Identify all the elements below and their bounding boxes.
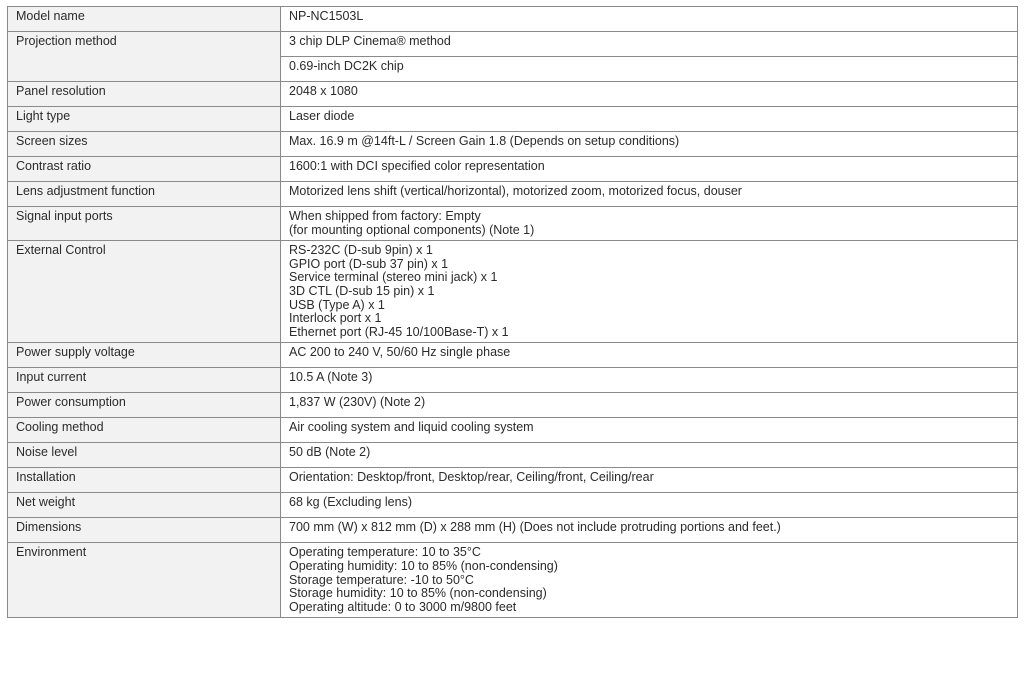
spec-value-line: Laser diode [289, 109, 355, 123]
spec-value-line: Interlock port x 1 [289, 311, 382, 326]
spec-value [281, 343, 1018, 368]
spec-value-line: Motorized lens shift (vertical/horizontal), motorized zoom, motorized focus, douser [289, 184, 742, 198]
spec-row-projection-method [8, 32, 1018, 57]
spec-value [281, 57, 1018, 82]
spec-value-line: GPIO port (D-sub 37 pin) x 1 [289, 256, 449, 271]
spec-label: Cooling method [8, 418, 281, 443]
spec-row-screen-sizes [8, 132, 1018, 157]
spec-label: Model name [8, 7, 281, 32]
spec-value-line: Storage temperature: -10 to 50°C [289, 572, 474, 587]
spec-value-line: 1,837 W (230V) (Note 2) [289, 395, 426, 410]
spec-row-power-supply-voltage [8, 343, 1018, 368]
spec-value [281, 368, 1018, 393]
spec-value [281, 132, 1018, 157]
spec-row-installation [8, 468, 1018, 493]
spec-label: Projection method [8, 32, 281, 82]
spec-row-model-name [8, 7, 1018, 32]
spec-value [281, 468, 1018, 493]
spec-row-panel-resolution [8, 82, 1018, 107]
spec-value [281, 207, 1018, 241]
spec-value-line: USB (Type A) x 1 [289, 297, 385, 312]
spec-value-line: 2048 x 1080 [289, 84, 358, 98]
spec-value-line: Operating humidity: 10 to 85% (non-condensing) [289, 558, 558, 573]
spec-label: Light type [8, 107, 281, 132]
spec-value-line: Air cooling system and liquid cooling system [289, 420, 534, 435]
spec-label: Lens adjustment function [8, 182, 281, 207]
spec-label: Installation [8, 468, 281, 493]
spec-value-line: 50 dB (Note 2) [289, 445, 371, 460]
spec-value-line: 700 mm (W) x 812 mm (D) x 288 mm (H) (Does not include protruding portions and feet.) [289, 520, 781, 535]
spec-row-noise-level [8, 443, 1018, 468]
spec-row-cooling-method [8, 418, 1018, 443]
spec-label: External Control [8, 241, 281, 343]
spec-value-line: NP-NC1503L [289, 9, 364, 23]
spec-table-body [8, 7, 1018, 618]
spec-row-power-consumption [8, 393, 1018, 418]
spec-value [281, 543, 1018, 618]
spec-value-line: Max. 16.9 m @14ft-L / Screen Gain 1.8 (Depends on setup conditions) [289, 134, 680, 148]
spec-value-line: Operating altitude: 0 to 3000 m/9800 feet [289, 599, 517, 614]
spec-row-net-weight [8, 493, 1018, 518]
spec-label: Noise level [8, 443, 281, 468]
spec-value-line: 68 kg (Excluding lens) [289, 495, 412, 510]
spec-label: Dimensions [8, 518, 281, 543]
spec-row-light-type [8, 107, 1018, 132]
spec-value-line: 3 chip DLP Cinema® method [289, 34, 451, 48]
spec-value [281, 182, 1018, 207]
spec-row-lens-adjustment [8, 182, 1018, 207]
spec-value-line: Orientation: Desktop/front, Desktop/rear, Ceiling/front, Ceiling/rear [289, 470, 654, 485]
spec-value [281, 32, 1018, 57]
spec-value [281, 157, 1018, 182]
spec-value-line: 0.69-inch DC2K chip [289, 59, 404, 73]
spec-row-signal-input-ports [8, 207, 1018, 241]
spec-label: Power consumption [8, 393, 281, 418]
spec-table [7, 6, 1018, 618]
spec-value [281, 7, 1018, 32]
spec-row-environment [8, 543, 1018, 618]
spec-value-line: (for mounting optional components) (Note 1) [289, 222, 535, 237]
spec-value-line: Ethernet port (RJ-45 10/100Base-T) x 1 [289, 324, 509, 339]
spec-value-line: 1600:1 with DCI specified color representation [289, 159, 545, 173]
spec-value [281, 82, 1018, 107]
spec-value-line: Service terminal (stereo mini jack) x 1 [289, 270, 498, 285]
spec-label: Panel resolution [8, 82, 281, 107]
spec-label: Environment [8, 543, 281, 618]
spec-value [281, 393, 1018, 418]
spec-value [281, 518, 1018, 543]
spec-value [281, 443, 1018, 468]
spec-label: Screen sizes [8, 132, 281, 157]
spec-value-line: 10.5 A (Note 3) [289, 370, 373, 385]
spec-value-line: When shipped from factory: Empty [289, 209, 481, 223]
spec-value [281, 493, 1018, 518]
spec-value-line: RS-232C (D-sub 9pin) x 1 [289, 243, 433, 258]
spec-row-dimensions [8, 518, 1018, 543]
spec-label: Net weight [8, 493, 281, 518]
spec-value [281, 418, 1018, 443]
spec-value [281, 107, 1018, 132]
spec-row-input-current [8, 368, 1018, 393]
spec-value-line: Storage humidity: 10 to 85% (non-condensing) [289, 586, 547, 601]
spec-value-line: 3D CTL (D-sub 15 pin) x 1 [289, 283, 435, 298]
spec-label: Input current [8, 368, 281, 393]
spec-row-contrast-ratio [8, 157, 1018, 182]
spec-value-line: Operating temperature: 10 to 35°C [289, 545, 481, 560]
spec-label: Contrast ratio [8, 157, 281, 182]
spec-label: Signal input ports [8, 207, 281, 241]
spec-value-line: AC 200 to 240 V, 50/60 Hz single phase [289, 345, 511, 360]
spec-label: Power supply voltage [8, 343, 281, 368]
spec-row-external-control [8, 241, 1018, 343]
spec-value [281, 241, 1018, 343]
